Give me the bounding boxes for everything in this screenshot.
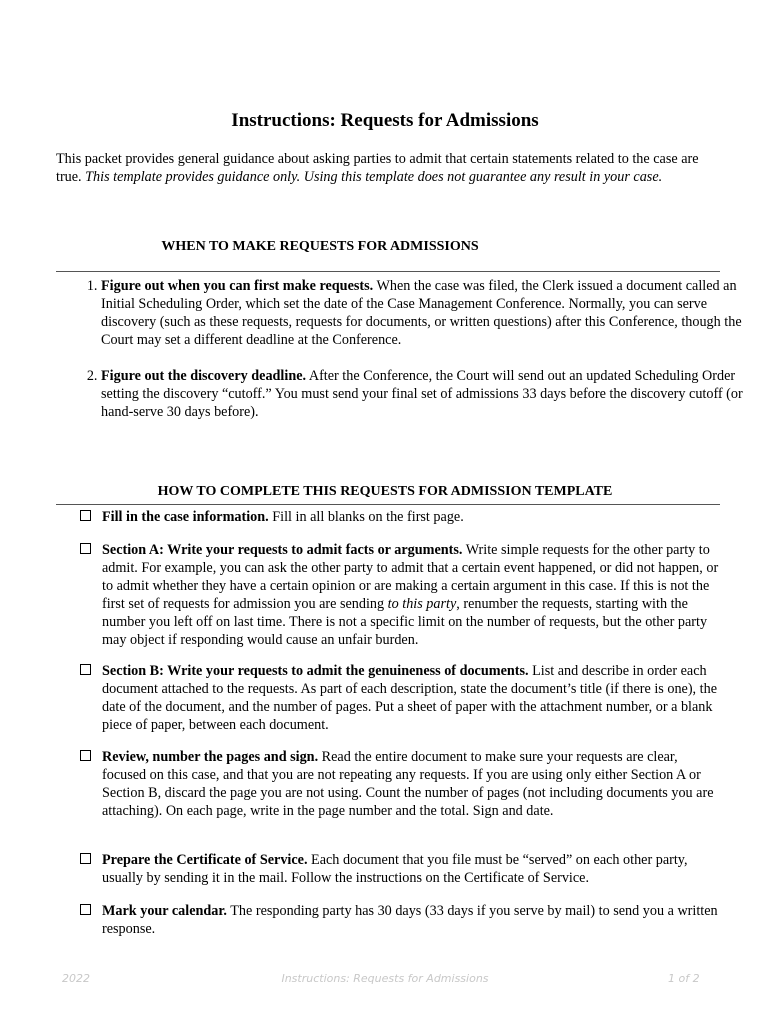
- checkbox[interactable]: [80, 543, 91, 554]
- footer-page-number: 1 of 2: [668, 972, 700, 985]
- step-text: After the Conference, the Court will send out an updated Scheduling Order setting the discovery “cutoff.” You must send your final set of admissions 33 days before the discovery cutoff (or hand-serve 30 days before).: [101, 368, 743, 420]
- section-heading-how: HOW TO COMPLETE THIS REQUESTS FOR ADMISSION TEMPLATE: [157, 484, 613, 499]
- item-title: Fill in the case information.: [102, 509, 269, 525]
- item-text: Write simple requests for the other party to admit. For example, you can ask the other party to admit that a certain event happened, or did not happen, or to admit whether they have a certain opinion or are making a certain argument in this case. If this is not the first set of requests for admission you are sending: [102, 542, 719, 612]
- list-item: [80, 662, 720, 734]
- intro-disclaimer: This template provides guidance only. Using this template does not guarantee any result in your case.: [85, 169, 663, 185]
- section-heading-when: WHEN TO MAKE REQUESTS FOR ADMISSIONS: [161, 239, 479, 254]
- list-item: [101, 367, 765, 421]
- step-title: Figure out the discovery deadline.: [101, 368, 307, 384]
- list-item: [80, 508, 720, 526]
- step-text: When the case was filed, the Clerk issued a document called an Initial Scheduling Order, which set the date of the Case Management Conference. Normally, you can serve discovery (such as these requests, requests for documents, or written questions) after this Conference, though the Court may set a different deadline at the Conference.: [101, 278, 742, 348]
- item-title: Section B: Write your requests to admit the genuineness of documents.: [102, 663, 529, 679]
- footer-year: 2022: [62, 972, 90, 985]
- item-text: Read the entire document to make sure your requests are clear, focused on this case, and that you are not repeating any requests. If you are using only either Section A or Section B, discard the page you are not using. Count the number of pages (not including documents you are attaching). On each page, write in the page number and the total. Sign and date.: [102, 749, 714, 819]
- checkbox[interactable]: [80, 750, 91, 761]
- item-title: Section A: Write your requests to admit facts or arguments.: [102, 542, 463, 558]
- item-title: Review, number the pages and sign.: [102, 749, 319, 765]
- footer-title: Instructions: Requests for Admissions: [281, 972, 489, 985]
- item-title: Prepare the Certificate of Service.: [102, 852, 308, 868]
- list-item: [80, 851, 720, 887]
- item-text: Each document that you file must be “served” on each other party, usually by sending it in the mail. Follow the instructions on the Certificate of Service.: [102, 852, 688, 886]
- item-text: List and describe in order each document attached to the requests. As part of each description, state the document’s title (if there is one), the date of the document, and the number of pages. Put a sheet of paper with the attachment number, or a blank piece of paper, between each document.: [102, 663, 717, 733]
- intro-text: This packet provides general guidance about asking parties to admit that certain statements related to the case are true.: [56, 151, 699, 185]
- list-item: [101, 277, 765, 349]
- item-text: The responding party has 30 days (33 days if you serve by mail) to send you a written response.: [102, 903, 718, 937]
- item-emphasis: to this party: [387, 596, 457, 612]
- list-item: [80, 748, 720, 820]
- checkbox[interactable]: [80, 510, 91, 521]
- item-text: Fill in all blanks on the first page.: [272, 509, 464, 525]
- item-title: Mark your calendar.: [102, 903, 227, 919]
- section-divider: [56, 504, 720, 505]
- checkbox[interactable]: [80, 664, 91, 675]
- section-divider: [56, 271, 720, 272]
- list-item: [80, 541, 720, 649]
- checkbox[interactable]: [80, 853, 91, 864]
- step-title: Figure out when you can first make requests.: [101, 278, 374, 294]
- item-text: , renumber the requests, starting with the number you left off on last time. There is not a specific limit on the number of requests, but the other party may object if responding would cause an unfair burden.: [102, 596, 708, 648]
- list-item: [80, 902, 720, 938]
- steps-list: [56, 277, 765, 439]
- page-title: Instructions: Requests for Admissions: [231, 110, 539, 131]
- intro-paragraph: [56, 150, 718, 186]
- checkbox[interactable]: [80, 904, 91, 915]
